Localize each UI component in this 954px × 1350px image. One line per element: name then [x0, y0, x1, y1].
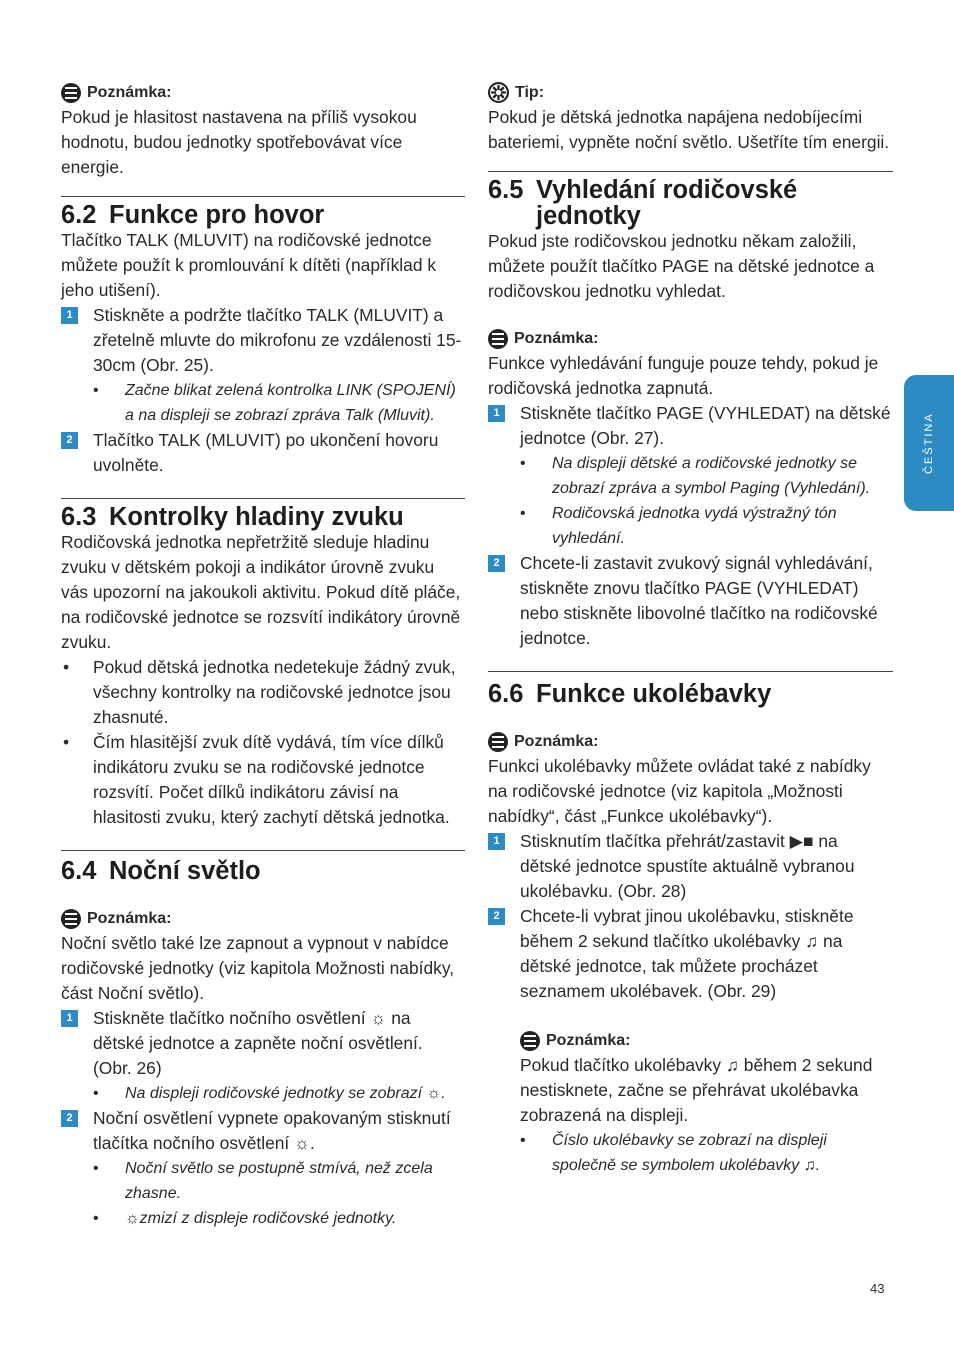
note-heading: [520, 1028, 893, 1053]
section-title: 6.5 Vyhledání rodičovské jednotky: [488, 176, 798, 230]
note-text: Noční světlo také lze zapnout a vypnout v nabídce rodičovské jednotky (viz kapitola Možnosti nabídky, část Noční světlo).: [61, 933, 455, 1003]
step-badge: 2: [61, 432, 78, 449]
section-6-3: [61, 498, 465, 830]
language-label: ČEŠTINA: [923, 412, 935, 474]
list-item: • Čím hlasitější zvuk dítě vydává, tím více dílků indikátoru zvuku se na rodičovské jednotce rozsvítí. Počet dílků indikátoru závisí na hlasitosti zvuku, který zachytí dětská jednotka.: [61, 730, 465, 830]
note-icon: [488, 732, 508, 752]
section-title: 6.2 Funkce pro hovor: [61, 201, 325, 229]
page-number: 43: [870, 1281, 885, 1296]
step-badge: 2: [488, 908, 505, 925]
section-intro: Tlačítko TALK (MLUVIT) na rodičovské jednotce můžete použít k promlouvání k dítěti (například k jeho utišení).: [61, 230, 437, 300]
result-bullet: • Noční světlo se postupně stmívá, než zcela zhasne.: [61, 1156, 465, 1206]
section-intro: Rodičovská jednotka nepřetržitě sleduje hladinu zvuku v dětském pokoji a indikátor úrovně zvuku vás upozorní na jakoukoli aktivitu. Pokud dítě pláče, na rodičovské jednotce se rozsvítí indikátory úrovně zvuku.: [61, 532, 461, 652]
result-bullet: • Číslo ukolébavky se zobrazí na displeji společně se symbolem ukolébavky ♫.: [488, 1128, 893, 1178]
result-bullet: • Rodičovská jednotka vydá výstražný tón vyhledání.: [488, 501, 893, 551]
step-badge: 2: [488, 555, 505, 572]
note-label: Poznámka:: [87, 84, 172, 101]
left-column: [61, 80, 465, 1231]
right-column: [488, 80, 893, 1178]
step-2: 2 Tlačítko TALK (MLUVIT) po ukončení hovoru uvolněte.: [61, 428, 465, 478]
note-label: Poznámka:: [87, 910, 172, 927]
step-badge: 1: [61, 1010, 78, 1027]
section-title: 6.3 Kontrolky hladiny zvuku: [61, 503, 404, 531]
step-2: 2 Noční osvětlení vypnete opakovaným stisknutí tlačítka nočního osvětlení ☼.: [61, 1106, 465, 1156]
step-badge: 1: [61, 307, 78, 324]
section-intro: Pokud jste rodičovskou jednotku někam založili, můžete použít tlačítko PAGE na dětské jednotce a rodičovskou jednotku vyhledat.: [488, 231, 875, 301]
section-title: 6.6 Funkce ukolébavky: [488, 680, 772, 708]
note-text: Pokud je hlasitost nastavena na příliš vysokou hodnotu, budou jednotky spotřebovávat více energie.: [61, 107, 417, 177]
section-title: 6.4 Noční světlo: [61, 857, 261, 885]
note-icon: [61, 83, 81, 103]
note-heading: [488, 729, 893, 754]
note-text: Funkce vyhledávání funguje pouze tehdy, pokud je rodičovská jednotka zapnutá.: [488, 353, 879, 398]
step-2: 2 Chcete-li vybrat jinou ukolébavku, stiskněte během 2 sekund tlačítko ukolébavky ♫ na dětské jednotce, tak můžete procházet seznamem ukolébavek. (Obr. 29): [488, 904, 893, 1004]
step-1: 1 Stiskněte tlačítko PAGE (VYHLEDAT) na dětské jednotce (Obr. 27).: [488, 401, 893, 451]
note-label: Poznámka:: [514, 330, 599, 347]
note-heading: [61, 80, 465, 105]
tip-label: Tip:: [515, 84, 545, 101]
tip-icon: [488, 82, 509, 103]
result-bullet: • Na displeji dětské a rodičovské jednotky se zobrazí zpráva a symbol Paging (Vyhledání).: [488, 451, 893, 501]
result-bullet: • Na displeji rodičovské jednotky se zobrazí ☼.: [61, 1081, 465, 1106]
note-label: Poznámka:: [546, 1032, 631, 1049]
note-heading: [61, 906, 465, 931]
note-icon: [61, 909, 81, 929]
language-side-tab: [904, 375, 954, 511]
step-note: [488, 1028, 893, 1128]
step-badge: 1: [488, 405, 505, 422]
note-icon: [520, 1031, 540, 1051]
step-badge: 2: [61, 1110, 78, 1127]
list-item: • Pokud dětská jednotka nedetekuje žádný zvuk, všechny kontrolky na rodičovské jednotce jsou zhasnuté.: [61, 655, 465, 730]
section-6-4: [61, 850, 465, 1231]
section-6-6: [488, 671, 893, 1178]
note-text: Funkci ukolébavky můžete ovládat také z nabídky na rodičovské jednotce (viz kapitola „Možnosti nabídky“, část „Funkce ukolébavky“).: [488, 756, 871, 826]
section-6-2: [61, 196, 465, 478]
note-heading: [488, 326, 893, 351]
note-icon: [488, 329, 508, 349]
result-bullet: • Začne blikat zelená kontrolka LINK (SPOJENÍ) a na displeji se zobrazí zpráva Talk (Mluvit).: [61, 378, 465, 428]
step-1: 1 Stiskněte tlačítko nočního osvětlení ☼ na dětské jednotce a zapněte noční osvětlení. (Obr. 26): [61, 1006, 465, 1081]
note-text: Pokud tlačítko ukolébavky ♫ během 2 sekund nestisknete, začne se přehrávat ukolébavka zobrazená na displeji.: [520, 1055, 873, 1125]
note-label: Poznámka:: [514, 733, 599, 750]
tip-heading: [488, 80, 893, 105]
result-bullet: • ☼zmizí z displeje rodičovské jednotky.: [61, 1206, 465, 1231]
step-2: 2 Chcete-li zastavit zvukový signál vyhledávání, stiskněte znovu tlačítko PAGE (VYHLEDAT) nebo stiskněte libovolné tlačítko na rodičovské jednotce.: [488, 551, 893, 651]
tip-text: Pokud je dětská jednotka napájena nedobíjecími bateriemi, vypněte noční světlo. Ušetříte tím energii.: [488, 107, 890, 152]
step-badge: 1: [488, 833, 505, 850]
section-6-5: [488, 171, 893, 651]
step-1: 1 Stisknutím tlačítka přehrát/zastavit ▶■ na dětské jednotce spustíte aktuálně vybranou ukolébavku. (Obr. 28): [488, 829, 893, 904]
step-1: 1 Stiskněte a podržte tlačítko TALK (MLUVIT) a zřetelně mluvte do mikrofonu ze vzdálenosti 15-30cm (Obr. 25).: [61, 303, 465, 378]
